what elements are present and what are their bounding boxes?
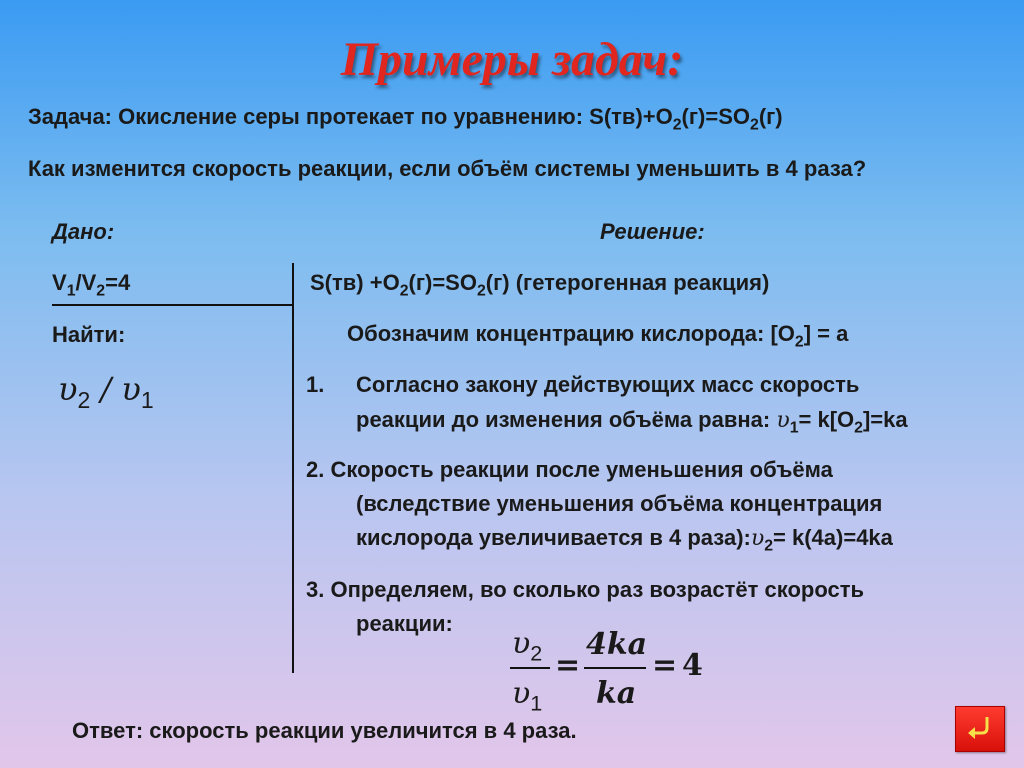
fraction1-numerator: $\upsilon_2$ bbox=[512, 626, 543, 666]
find-heading: Найти: bbox=[52, 322, 126, 347]
problem-question: Как изменится скорость реакции, если объём системы уменьшить в 4 раза? bbox=[28, 156, 867, 181]
step1-line1: Согласно закону действующих масс скорость bbox=[356, 372, 860, 397]
step3-line1: 3. Определяем, во сколько раз возрастёт скорость bbox=[306, 577, 865, 602]
fraction2-bar bbox=[584, 667, 646, 669]
step2-line1: 2. Скорость реакции после уменьшения объёма bbox=[306, 457, 833, 482]
result-value: 4 bbox=[682, 648, 703, 683]
equals-sign-2: = bbox=[652, 648, 678, 683]
solution-reaction: $S(тв) +O_2(г)=SO_2(г)$ (гетерогенная реакция) bbox=[310, 270, 770, 300]
return-button[interactable] bbox=[955, 706, 1005, 752]
step1-number: 1. bbox=[306, 372, 325, 397]
column-divider-vertical bbox=[292, 263, 294, 673]
fraction2-denominator: ka bbox=[596, 676, 637, 711]
solution-heading: Решение: bbox=[600, 219, 705, 244]
step1-line2: реакции до изменения объёма равна: $\upsilon_1= k[O_2]=ka$ bbox=[356, 407, 908, 437]
equals-sign-1: = bbox=[555, 648, 581, 683]
given-heading: Дано: bbox=[52, 219, 115, 244]
step2-line2: (вследствие уменьшения объёма концентрация bbox=[356, 491, 883, 516]
fraction2-numerator: 4ka bbox=[586, 627, 648, 662]
problem-statement-line1: Задача: Окисление серы протекает по уравнению: $S(тв)+O_2(г)=SO_2(г)$ bbox=[28, 104, 783, 134]
step2-line3: кислорода увеличивается в 4 $раза):\upsilon_2= k(4a)=4ka$ bbox=[356, 525, 893, 555]
solution-notation: Обозначим концентрацию кислорода: $[O_2] = a$ bbox=[347, 321, 849, 351]
find-rate-ratio: $\upsilon_2 / \upsilon_1$ bbox=[58, 370, 154, 414]
fraction1-bar bbox=[510, 667, 550, 669]
fraction1-denominator: $\upsilon_1$ bbox=[512, 676, 543, 716]
return-arrow-icon bbox=[965, 714, 995, 744]
answer-text: Ответ: скорость реакции увеличится в 4 раза. bbox=[72, 718, 577, 743]
slide-title: Примеры задач: bbox=[340, 33, 684, 86]
given-volume-ratio: $V_1/V_2=4$ bbox=[52, 270, 131, 300]
step3-line2: реакции: bbox=[356, 611, 453, 636]
given-divider-horizontal bbox=[52, 304, 293, 306]
